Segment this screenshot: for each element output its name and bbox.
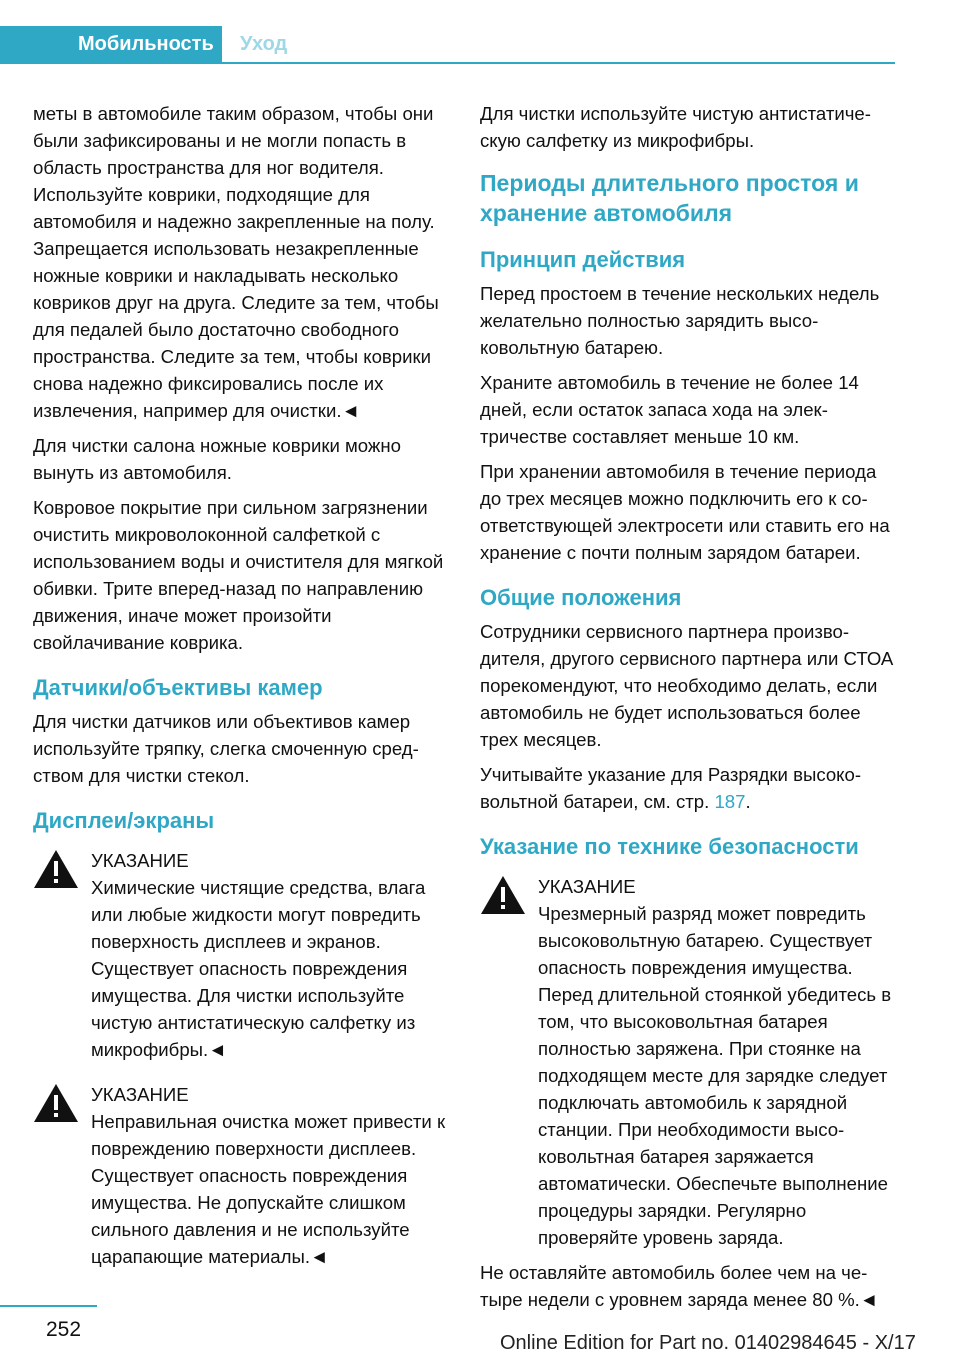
page-link-187[interactable]: 187: [714, 791, 746, 812]
right-paragraph-6: [480, 761, 896, 815]
right-paragraph-7: Не оставляйте автомобиль более чем на четыре недели с уровнем заряда менее 80 %.◄: [480, 1262, 879, 1310]
heading-displays: Дисплеи/экраны: [33, 808, 215, 833]
right-paragraph-5: Сотрудники сервисного партнера производителя, другого сервисного партнера или СТОА порекомендуют, что необходимо делать, если автомобиль не будет использоваться более трех месяцев.: [480, 621, 894, 750]
heading-sensors: Датчики/объективы камер: [33, 675, 323, 700]
right-paragraph-3: Храните автомобиль в течение не более 14 дней, если остаток запаса хода на электричестве составляет меньше 10 км.: [480, 372, 859, 447]
heading-principle: Принцип действия: [480, 247, 686, 272]
right-paragraph-1: Для чистки используйте чистую антистатическую салфетку из микрофибры.: [480, 103, 871, 151]
warning-3-title: УКАЗАНИЕ: [538, 876, 636, 897]
left-paragraph-4: Для чистки датчиков или объективов камер используйте тряпку, слегка смоченную средством для чистки стекол.: [33, 711, 419, 786]
edition-footer: Online Edition for Part no. 01402984645 - X/17: [500, 1332, 916, 1354]
heading-safety: Указание по технике безопасности: [480, 834, 859, 859]
warning-triangle-icon: [33, 849, 79, 889]
header-rule: [0, 62, 895, 64]
left-paragraph-1: меты в автомобиле таким образом, чтобы они были зафиксированы и не могли попасть в область пространства для ног водителя. Используйте коврики, подходящие для автомобиля и надежно закрепленные на полу. Запрещается использовать незакрепленные ножные коврики и накладывать несколько ковриков друг на друга. Следите за тем, чтобы для педалей было достаточно свободного пространства. Следите за тем, чтобы коврики снова надежно фиксировались после их извлечения, например для очистки.◄: [33, 103, 439, 421]
warning-2-title: УКАЗАНИЕ: [91, 1084, 189, 1105]
warning-1-title: УКАЗАНИЕ: [91, 850, 189, 871]
right-paragraph-6-end: .: [745, 791, 751, 812]
warning-block-2: [33, 1081, 448, 1270]
right-column: [480, 100, 896, 1321]
tab-care-label: Уход: [240, 32, 288, 55]
tab-mobility[interactable]: [0, 26, 222, 62]
left-paragraph-3: Ковровое покрытие при сильном загрязнении очистить микроволоконной салфеткой с использованием воды и очистителя для мягкой обивки. Трите вперед-назад по направлению движения, иначе может произойти свойлачивание коврика.: [33, 497, 444, 653]
page-number-rule: [0, 1305, 97, 1307]
right-paragraph-4: При хранении автомобиля в течение периода до трех месяцев можно подключить его к соответствующей электросети или ставить его на хранение с почти полным зарядом батареи.: [480, 461, 890, 563]
right-paragraph-6-text: Учитывайте указание для Разрядки высоковольтной батареи, см. стр.: [480, 764, 862, 812]
warning-3-text: Чрезмерный разряд может повредить высоковольтную батарею. Существует опасность повреждения имущества. Перед длительной стоянкой убедитесь в том, что высоковольтная батарея полностью заряжена. При стоянке на подходящем месте для зарядке следует подключать автомобиль к зарядной станции. При необходимости высоковольтная батарея заряжается автоматически. Обеспечьте выполнение процедуры зарядки. Регулярно проверяйте уровень заряда.: [538, 903, 892, 1248]
warning-1-text: Химические чистящие средства, влага или любые жидкости могут повредить поверхность дисплеев и экранов. Существует опасность повреждения имущества. Для чистки используйте чистую антистатическую салфетку из микрофибры.◄: [91, 877, 426, 1060]
left-paragraph-2: Для чистки салона ножные коврики можно вынуть из автомобиля.: [33, 435, 401, 483]
heading-storage: Периоды длительного простоя и хранение автомобиля: [480, 170, 859, 226]
warning-block-1: [33, 847, 448, 1063]
tab-care[interactable]: [224, 26, 895, 62]
tab-mobility-label: Мобильность: [78, 32, 214, 55]
warning-triangle-icon: [480, 875, 526, 915]
warning-2-text: Неправильная очистка может привести к повреждению поверхности дисплеев. Существует опасность повреждения имущества. Не допускайте слишком сильного давления и не используйте царапающие материалы.◄: [91, 1111, 446, 1267]
warning-triangle-icon: [33, 1083, 79, 1123]
page-number: 252: [46, 1318, 82, 1341]
heading-general: Общие положения: [480, 585, 682, 610]
right-paragraph-2: Перед простоем в течение нескольких недель желательно полностью зарядить высоковольтную батарею.: [480, 283, 880, 358]
warning-block-3: [480, 873, 896, 1251]
left-column: [33, 100, 448, 1278]
